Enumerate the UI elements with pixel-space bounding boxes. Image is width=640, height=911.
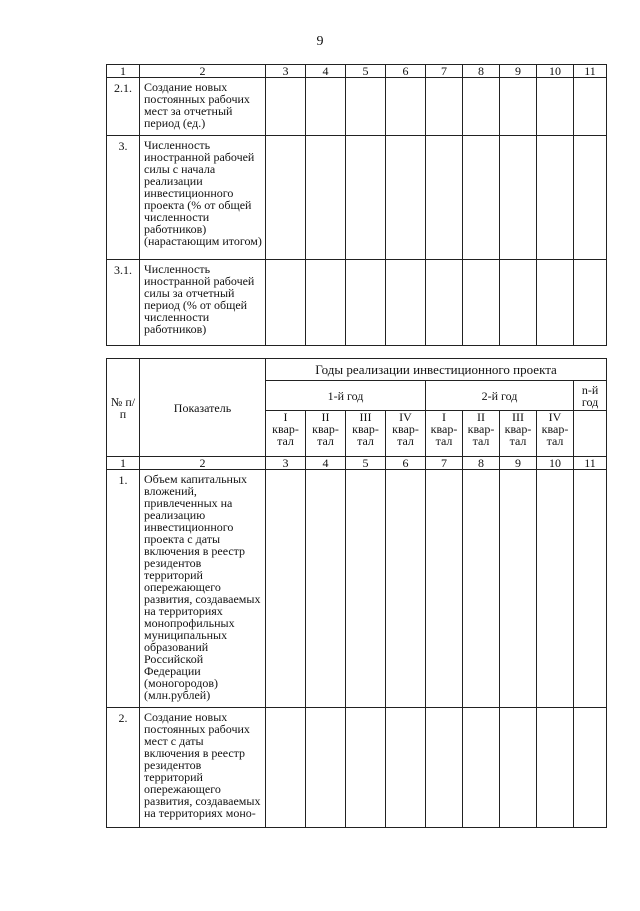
row-number: 3. — [107, 136, 140, 260]
value-cell — [266, 260, 306, 346]
column-number: 7 — [426, 457, 463, 470]
column-header-quarter: III квар- тал — [346, 411, 386, 457]
value-cell — [306, 260, 346, 346]
value-cell — [426, 260, 463, 346]
column-number: 7 — [426, 65, 463, 78]
column-header-year-n: n-й год — [574, 381, 607, 411]
column-number: 1 — [107, 457, 140, 470]
row-indicator: Численность иностранной рабочей силы за отчетный период (% от общей численности работников) — [140, 260, 266, 346]
column-number: 5 — [346, 457, 386, 470]
column-number: 11 — [574, 65, 607, 78]
indicators-table-continued — [106, 64, 607, 346]
column-number-row — [107, 65, 607, 78]
column-header-quarter: I квар- тал — [266, 411, 306, 457]
table-row — [107, 136, 607, 260]
row-indicator: Создание новых постоянных рабочих мест с даты включения в реестр резидентов территорий опережающего развития, создаваемых на территориях моно- — [140, 708, 266, 828]
value-cell — [426, 470, 463, 708]
column-header-year-1: 1-й год — [266, 381, 426, 411]
row-indicator: Численность иностранной рабочей силы с начала реализации инвестиционного проекта (% от общей численности работников) (нарастающим итогом) — [140, 136, 266, 260]
row-number: 3.1. — [107, 260, 140, 346]
value-cell — [500, 708, 537, 828]
value-cell — [574, 260, 607, 346]
indicators-table — [106, 358, 607, 828]
value-cell — [386, 470, 426, 708]
column-header-quarter: IV квар- тал — [386, 411, 426, 457]
value-cell — [266, 78, 306, 136]
value-cell — [306, 470, 346, 708]
value-cell — [346, 708, 386, 828]
page-number: 9 — [316, 34, 324, 49]
row-number: 1. — [107, 470, 140, 708]
table-row — [107, 260, 607, 346]
value-cell — [463, 136, 500, 260]
value-cell — [500, 470, 537, 708]
value-cell — [574, 136, 607, 260]
column-number: 8 — [463, 457, 500, 470]
table-row — [107, 708, 607, 828]
value-cell — [537, 708, 574, 828]
column-header-indicator: Показатель — [140, 359, 266, 457]
column-number: 10 — [537, 457, 574, 470]
column-number: 9 — [500, 65, 537, 78]
value-cell — [500, 260, 537, 346]
value-cell — [426, 136, 463, 260]
table-row — [107, 470, 607, 708]
value-cell — [537, 78, 574, 136]
value-cell — [537, 260, 574, 346]
table-row — [107, 78, 607, 136]
column-header-quarter: IV квар- тал — [537, 411, 574, 457]
column-header-quarter: II квар- тал — [463, 411, 500, 457]
value-cell — [386, 136, 426, 260]
column-number: 11 — [574, 457, 607, 470]
value-cell — [346, 78, 386, 136]
value-cell — [537, 470, 574, 708]
column-header-empty — [574, 411, 607, 457]
value-cell — [266, 470, 306, 708]
column-number: 2 — [140, 65, 266, 78]
column-number: 6 — [386, 457, 426, 470]
column-number: 4 — [306, 457, 346, 470]
value-cell — [463, 78, 500, 136]
value-cell — [386, 260, 426, 346]
column-number: 10 — [537, 65, 574, 78]
value-cell — [266, 708, 306, 828]
value-cell — [426, 78, 463, 136]
value-cell — [426, 708, 463, 828]
value-cell — [537, 136, 574, 260]
row-number: 2. — [107, 708, 140, 828]
value-cell — [500, 136, 537, 260]
value-cell — [306, 136, 346, 260]
column-header-quarter: I квар- тал — [426, 411, 463, 457]
value-cell — [306, 78, 346, 136]
value-cell — [266, 136, 306, 260]
row-number: 2.1. — [107, 78, 140, 136]
value-cell — [346, 136, 386, 260]
value-cell — [463, 260, 500, 346]
column-number: 6 — [386, 65, 426, 78]
value-cell — [346, 470, 386, 708]
value-cell — [346, 260, 386, 346]
column-number: 1 — [107, 65, 140, 78]
value-cell — [574, 470, 607, 708]
value-cell — [463, 470, 500, 708]
value-cell — [574, 708, 607, 828]
column-number: 8 — [463, 65, 500, 78]
value-cell — [386, 78, 426, 136]
column-number-row — [107, 457, 607, 470]
column-header-quarter: III квар- тал — [500, 411, 537, 457]
column-header-quarter: II квар- тал — [306, 411, 346, 457]
column-number: 3 — [266, 457, 306, 470]
value-cell — [306, 708, 346, 828]
row-indicator: Создание новых постоянных рабочих мест за отчетный период (ед.) — [140, 78, 266, 136]
column-number: 9 — [500, 457, 537, 470]
value-cell — [386, 708, 426, 828]
column-number: 5 — [346, 65, 386, 78]
value-cell — [574, 78, 607, 136]
row-indicator: Объем капитальных вложений, привлеченных на реализацию инвестиционного проекта с даты включения в реестр резидентов территорий опережающего развития, создаваемых на территориях монопрофильных муниципальных образований Российской Федерации (моногородов) (млн.рублей) — [140, 470, 266, 708]
column-number: 4 — [306, 65, 346, 78]
column-header-years: Годы реализации инвестиционного проекта — [266, 359, 607, 381]
column-header-num: № п/п — [107, 359, 140, 457]
value-cell — [463, 708, 500, 828]
column-number: 3 — [266, 65, 306, 78]
value-cell — [500, 78, 537, 136]
header-row-years — [107, 359, 607, 381]
column-header-year-2: 2-й год — [426, 381, 574, 411]
column-number: 2 — [140, 457, 266, 470]
